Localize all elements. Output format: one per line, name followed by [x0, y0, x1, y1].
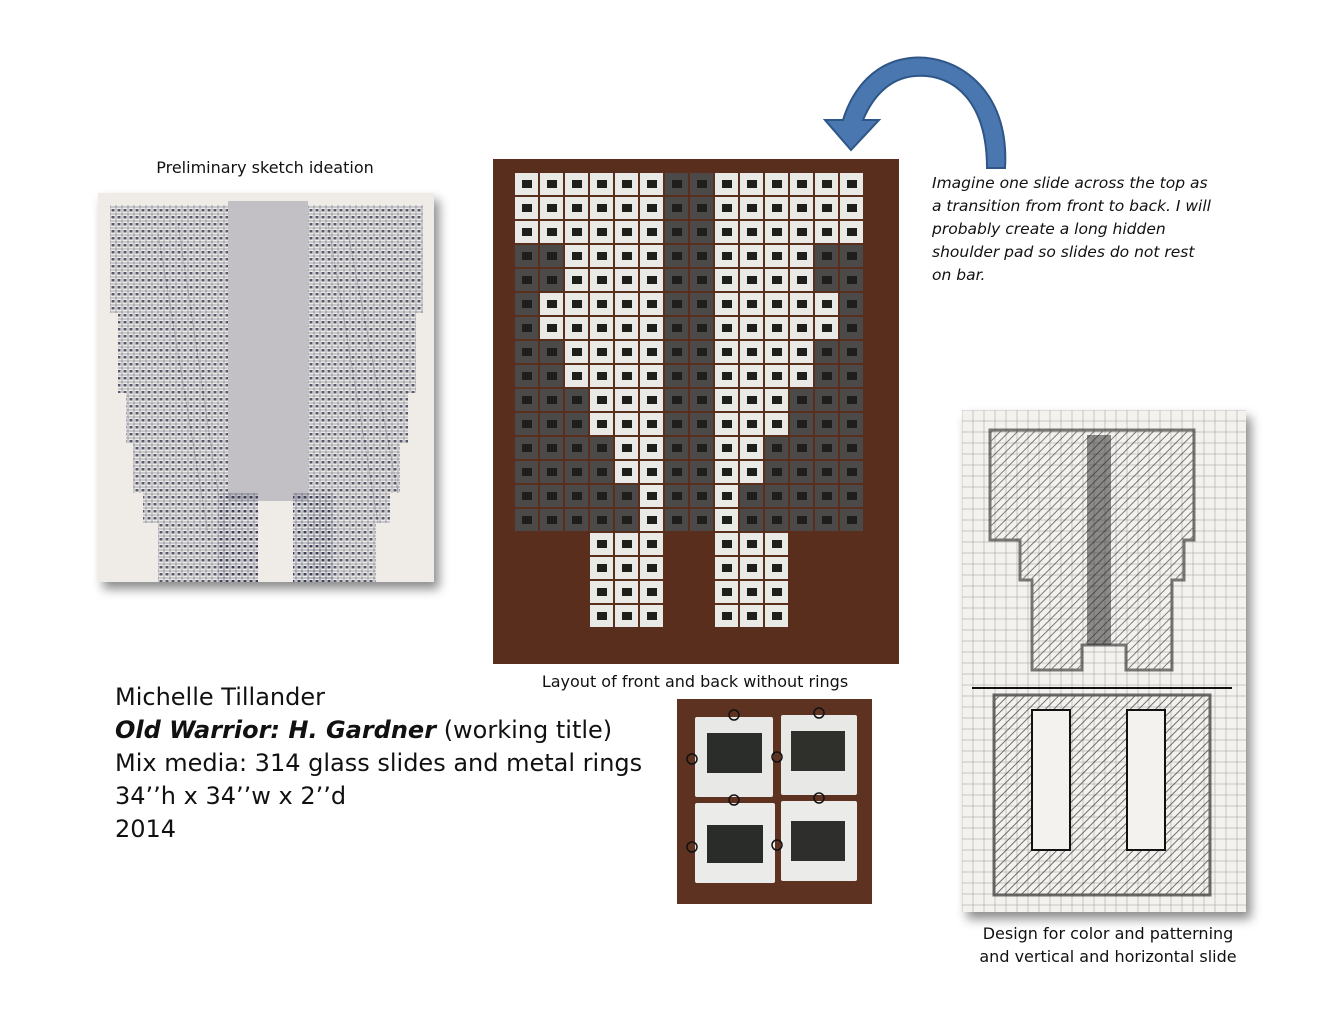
slide-window	[572, 396, 582, 404]
slide-window	[622, 348, 632, 356]
slide-window	[622, 540, 632, 548]
slide-window	[772, 492, 782, 500]
slide-window	[647, 612, 657, 620]
design-caption-line1: Design for color and patterning	[982, 924, 1234, 943]
slide-window	[722, 252, 732, 260]
slide-window	[772, 300, 782, 308]
slide-window	[622, 276, 632, 284]
slide-window	[622, 396, 632, 404]
slide-window	[522, 420, 532, 428]
slide-window	[522, 348, 532, 356]
slide-window	[747, 516, 757, 524]
slide-window	[622, 372, 632, 380]
slide-window	[722, 396, 732, 404]
slide-window	[647, 348, 657, 356]
slide-window	[672, 324, 682, 332]
slide-window	[597, 348, 607, 356]
slide-window	[722, 300, 732, 308]
slide-window	[547, 492, 557, 500]
slide-window	[797, 396, 807, 404]
slide-window	[672, 372, 682, 380]
slide-window	[572, 372, 582, 380]
artwork-medium: Mix media: 314 glass slides and metal rings	[115, 749, 643, 777]
slide-window	[797, 276, 807, 284]
slide-window	[797, 420, 807, 428]
slide-window	[647, 300, 657, 308]
design-sketch-drawing	[962, 410, 1246, 912]
rings-slides-drawing	[677, 699, 872, 904]
slide-window	[747, 204, 757, 212]
slide-window	[847, 348, 857, 356]
slide-window	[797, 252, 807, 260]
slide-window	[597, 468, 607, 476]
slide-window	[547, 324, 557, 332]
slide-window	[622, 180, 632, 188]
slide-window	[722, 420, 732, 428]
slide-window	[847, 180, 857, 188]
slide-window	[697, 300, 707, 308]
slide-window	[597, 396, 607, 404]
slide-window	[672, 516, 682, 524]
slide-window	[722, 516, 732, 524]
slide-window	[597, 252, 607, 260]
slide-window	[772, 180, 782, 188]
slide-window	[797, 468, 807, 476]
slide-window	[522, 276, 532, 284]
slide-window	[697, 228, 707, 236]
slide-window	[647, 276, 657, 284]
slide-window	[597, 228, 607, 236]
slide-window	[747, 588, 757, 596]
slide-window	[572, 324, 582, 332]
slide-window	[547, 372, 557, 380]
slide-window	[722, 372, 732, 380]
slide-window	[847, 492, 857, 500]
preliminary-sketch-image	[98, 193, 434, 582]
design-caption-line2: and vertical and horizontal slide	[979, 947, 1237, 966]
slide-window	[622, 324, 632, 332]
slide-window	[797, 228, 807, 236]
slide-window	[647, 372, 657, 380]
slide-window	[847, 444, 857, 452]
slide-window	[822, 516, 832, 524]
slide-window	[797, 204, 807, 212]
slide-window	[647, 468, 657, 476]
slide-window	[747, 396, 757, 404]
design-caption	[958, 922, 1258, 968]
transition-note: Imagine one slide across the top as a transition from front to back. I will probably create a long hidden shoulder pad so slides do not rest on bar.	[932, 174, 1211, 284]
slide-window	[747, 324, 757, 332]
slide-window	[647, 540, 657, 548]
slide-window	[622, 252, 632, 260]
slide-window	[522, 180, 532, 188]
slide-window	[847, 396, 857, 404]
slide-window	[772, 588, 782, 596]
slide-window	[597, 612, 607, 620]
slide-window	[697, 180, 707, 188]
slide-window	[622, 492, 632, 500]
slide-window	[672, 348, 682, 356]
slide-window	[747, 348, 757, 356]
slide-window	[847, 252, 857, 260]
slide-window	[847, 516, 857, 524]
slide-window	[572, 300, 582, 308]
slide-window	[547, 348, 557, 356]
slide-window	[697, 276, 707, 284]
slide-window	[597, 516, 607, 524]
slide-window	[672, 492, 682, 500]
slide-window	[522, 372, 532, 380]
slide-window	[622, 420, 632, 428]
slide-window	[772, 372, 782, 380]
slide-window	[622, 300, 632, 308]
slide-window	[722, 228, 732, 236]
slide-window	[597, 300, 607, 308]
slide-window	[747, 540, 757, 548]
slide-window	[772, 516, 782, 524]
slide-window	[647, 588, 657, 596]
slide-window	[622, 228, 632, 236]
slide-window	[647, 444, 657, 452]
slide-window	[597, 180, 607, 188]
slide-window	[822, 492, 832, 500]
slide-window	[522, 300, 532, 308]
slide-window	[822, 348, 832, 356]
slide-window	[797, 492, 807, 500]
slide-window	[522, 204, 532, 212]
slide-window	[822, 396, 832, 404]
slide-window	[647, 228, 657, 236]
slide-window	[547, 276, 557, 284]
slide-window	[822, 300, 832, 308]
slide-window	[772, 396, 782, 404]
slide-window	[822, 276, 832, 284]
slide-window	[547, 468, 557, 476]
slide-window	[722, 612, 732, 620]
sketch-caption: Preliminary sketch ideation	[156, 158, 374, 177]
slide-window	[847, 300, 857, 308]
slide-window	[722, 180, 732, 188]
slide-window	[722, 588, 732, 596]
layout-caption: Layout of front and back without rings	[541, 672, 849, 691]
slide-window	[822, 468, 832, 476]
slide-window	[522, 252, 532, 260]
slide-window	[747, 276, 757, 284]
slide-window	[747, 372, 757, 380]
slide-window	[622, 612, 632, 620]
slide-window	[597, 540, 607, 548]
slide-window	[622, 516, 632, 524]
slide-window	[572, 492, 582, 500]
slide-window	[547, 204, 557, 212]
slide-window	[772, 204, 782, 212]
slide-window	[522, 396, 532, 404]
slide-window	[697, 204, 707, 212]
slide-window	[847, 228, 857, 236]
slide-window	[647, 516, 657, 524]
slide-window	[672, 180, 682, 188]
slide-window	[747, 300, 757, 308]
slide-window	[597, 444, 607, 452]
slide-window	[547, 228, 557, 236]
slide-window	[522, 516, 532, 524]
slide-window	[822, 204, 832, 212]
slide-window	[547, 252, 557, 260]
slide-window	[572, 204, 582, 212]
slide-window	[597, 276, 607, 284]
slide-window	[522, 444, 532, 452]
slide-window	[772, 612, 782, 620]
slide-window	[722, 204, 732, 212]
slide-window	[772, 276, 782, 284]
slide-window	[622, 204, 632, 212]
slide-window	[772, 564, 782, 572]
slide-window	[697, 492, 707, 500]
slide-window	[597, 564, 607, 572]
slide-window	[672, 468, 682, 476]
layout-slides-drawing	[493, 159, 899, 664]
slide-window	[622, 564, 632, 572]
slide-window	[772, 348, 782, 356]
slide-window	[572, 516, 582, 524]
slide-window	[822, 180, 832, 188]
slide-window	[747, 180, 757, 188]
slide-window	[722, 540, 732, 548]
slide-window	[572, 180, 582, 188]
design-sketch-image	[962, 410, 1246, 912]
slide-window	[647, 252, 657, 260]
slide-window	[797, 324, 807, 332]
slide-window	[847, 372, 857, 380]
slide-window	[697, 468, 707, 476]
slide-window	[672, 420, 682, 428]
slide-window	[697, 420, 707, 428]
slide-window	[647, 420, 657, 428]
slide-window	[547, 444, 557, 452]
slide-window	[772, 252, 782, 260]
slide-window	[747, 228, 757, 236]
slide-window	[697, 324, 707, 332]
slide-window	[772, 468, 782, 476]
slide-window	[797, 444, 807, 452]
slide-window	[572, 348, 582, 356]
slide-window	[547, 180, 557, 188]
slide-window	[597, 324, 607, 332]
slide-window	[672, 396, 682, 404]
slide-window	[597, 420, 607, 428]
slide-window	[572, 276, 582, 284]
slide-window	[822, 324, 832, 332]
slide-window	[647, 396, 657, 404]
slide-window	[747, 492, 757, 500]
slide-window	[822, 420, 832, 428]
slide-window	[747, 564, 757, 572]
artwork-title-line	[115, 714, 642, 747]
slide-window	[697, 252, 707, 260]
slide-window	[747, 420, 757, 428]
slide-window	[622, 468, 632, 476]
slide-window	[847, 276, 857, 284]
slide-window	[572, 468, 582, 476]
slide-window	[547, 396, 557, 404]
artwork-info	[115, 681, 642, 846]
slide-window	[697, 372, 707, 380]
slide-window	[847, 468, 857, 476]
slide-window	[672, 228, 682, 236]
slide-window	[797, 372, 807, 380]
curved-arrow-icon	[815, 48, 1035, 178]
slide-window	[722, 276, 732, 284]
slide-window	[822, 372, 832, 380]
slide-window	[522, 492, 532, 500]
slide-window	[547, 420, 557, 428]
slide-window	[722, 348, 732, 356]
slide-window	[522, 468, 532, 476]
slide-window	[797, 300, 807, 308]
artwork-dimensions: 34’’h x 34’’w x 2’’d	[115, 782, 347, 810]
slide-window	[772, 444, 782, 452]
slide-window	[772, 540, 782, 548]
slide-window	[847, 420, 857, 428]
slide-window	[672, 444, 682, 452]
slide-window	[772, 228, 782, 236]
slide-window	[597, 204, 607, 212]
slide-window	[647, 204, 657, 212]
slide-window	[822, 444, 832, 452]
slide-window	[572, 228, 582, 236]
slide-window	[672, 252, 682, 260]
artwork-title-suffix: (working title)	[443, 716, 613, 744]
slide-window	[647, 180, 657, 188]
artist-name: Michelle Tillander	[115, 683, 325, 711]
slide-window	[797, 348, 807, 356]
slide-window	[747, 612, 757, 620]
slide-window	[747, 252, 757, 260]
slide-window	[697, 444, 707, 452]
slide-window	[822, 252, 832, 260]
slide-window	[722, 444, 732, 452]
slide-window	[522, 228, 532, 236]
slide-window	[572, 252, 582, 260]
rings-photo	[677, 699, 872, 904]
slide-window	[647, 492, 657, 500]
slide-window	[672, 300, 682, 308]
slide-window	[722, 564, 732, 572]
slide-window	[747, 468, 757, 476]
slide-window	[647, 564, 657, 572]
slide-window	[597, 492, 607, 500]
slide-window	[797, 516, 807, 524]
sketch-drawing	[98, 193, 434, 582]
slide-window	[672, 204, 682, 212]
slide-window	[572, 420, 582, 428]
slide-window	[697, 396, 707, 404]
slide-window	[672, 276, 682, 284]
slide-window	[647, 324, 657, 332]
slide-window	[772, 324, 782, 332]
slide-window	[722, 468, 732, 476]
slide-window	[622, 444, 632, 452]
slide-window	[597, 588, 607, 596]
slide-window	[722, 324, 732, 332]
slide-window	[772, 420, 782, 428]
slide-window	[797, 180, 807, 188]
slide-window	[547, 516, 557, 524]
slide-window	[597, 372, 607, 380]
slide-window	[697, 516, 707, 524]
slide-window	[572, 444, 582, 452]
artwork-year: 2014	[115, 815, 177, 843]
slide-window	[697, 348, 707, 356]
slide-window	[622, 588, 632, 596]
slide-window	[747, 444, 757, 452]
slide-window	[522, 324, 532, 332]
slide-window	[722, 492, 732, 500]
artwork-title: Old Warrior: H. Gardner	[115, 716, 437, 744]
slide-window	[547, 300, 557, 308]
slide-window	[847, 204, 857, 212]
layout-photo	[493, 159, 899, 664]
slide-window	[822, 228, 832, 236]
slide-window	[847, 324, 857, 332]
